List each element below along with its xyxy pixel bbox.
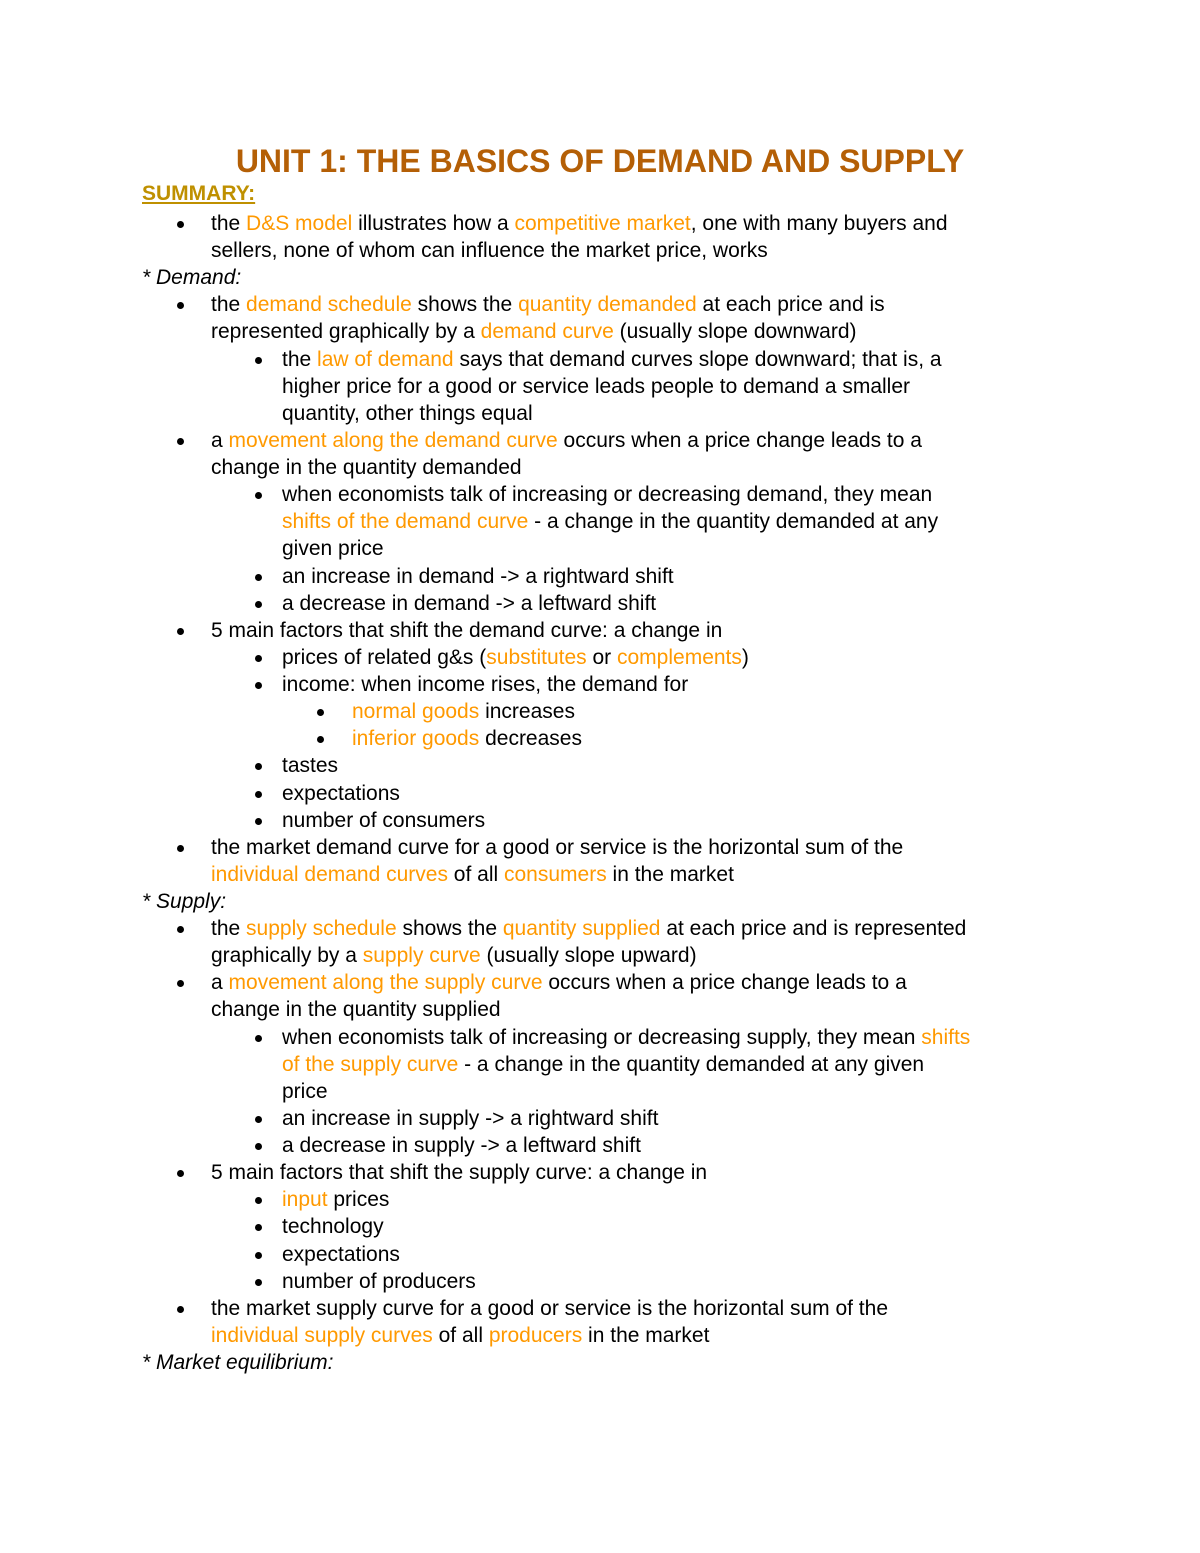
list-line bbox=[282, 508, 938, 535]
text-run: or bbox=[586, 645, 617, 669]
section-heading bbox=[142, 1349, 333, 1376]
bullet-icon bbox=[177, 221, 184, 228]
section-heading bbox=[142, 264, 241, 291]
text-run: a bbox=[211, 428, 229, 452]
text-run: of all bbox=[432, 1323, 489, 1347]
key-term: inferior goods bbox=[352, 727, 480, 751]
list-line bbox=[211, 318, 857, 345]
key-term: substitutes bbox=[486, 645, 587, 669]
list-line bbox=[282, 780, 400, 807]
bullet-icon bbox=[255, 1197, 262, 1204]
key-term: quantity demanded bbox=[518, 293, 697, 317]
list-line bbox=[282, 1078, 328, 1105]
list-line bbox=[211, 942, 697, 969]
text-run: at each price and is represented bbox=[660, 917, 967, 941]
list-line bbox=[282, 752, 338, 779]
list-line bbox=[282, 1213, 384, 1240]
bullet-icon bbox=[177, 845, 184, 852]
key-term: supply schedule bbox=[246, 917, 397, 941]
bullet-icon bbox=[255, 791, 262, 798]
key-term: D&S model bbox=[246, 212, 353, 235]
bullet-icon bbox=[177, 926, 184, 933]
text-run: decreases bbox=[479, 727, 582, 751]
bullet-icon bbox=[317, 709, 324, 716]
list-line bbox=[282, 644, 749, 671]
list-line bbox=[282, 373, 910, 400]
list-line bbox=[282, 1105, 658, 1132]
list-line bbox=[282, 1241, 400, 1268]
list-line bbox=[282, 535, 384, 562]
text-run: shows the bbox=[396, 917, 503, 941]
text-run: represented graphically by a bbox=[211, 320, 481, 344]
text-run: prices bbox=[327, 1188, 390, 1212]
text-run: increases bbox=[479, 700, 575, 724]
text-run: 5 main factors that shift the demand curve: a change in bbox=[211, 618, 723, 642]
bullet-icon bbox=[255, 601, 262, 608]
bullet-icon bbox=[317, 736, 324, 743]
list-line bbox=[211, 969, 907, 996]
key-term: of the supply curve bbox=[282, 1052, 459, 1076]
text-run: - a change in the quantity demanded at any given bbox=[458, 1052, 925, 1076]
bullet-icon bbox=[255, 1224, 262, 1231]
key-term: demand curve bbox=[480, 320, 614, 344]
text-run: * Demand: bbox=[142, 266, 242, 290]
key-term: movement along the demand curve bbox=[228, 428, 558, 452]
bullet-icon bbox=[255, 682, 262, 689]
text-run: when economists talk of increasing or decreasing demand, they mean bbox=[282, 483, 933, 507]
text-run: a decrease in demand -> a leftward shift bbox=[282, 591, 657, 615]
text-run: ) bbox=[741, 645, 749, 669]
list-line bbox=[211, 617, 722, 644]
list-line bbox=[282, 590, 656, 617]
key-term: normal goods bbox=[352, 700, 480, 724]
key-term: producers bbox=[488, 1323, 583, 1347]
list-line bbox=[211, 1295, 888, 1322]
text-run: the bbox=[211, 293, 247, 317]
text-run: occurs when a price change leads to a bbox=[542, 971, 907, 995]
text-run: the market supply curve for a good or service is the horizontal sum of the bbox=[211, 1296, 888, 1320]
text-run: says that demand curves slope downward; that is, a bbox=[453, 347, 942, 371]
list-line bbox=[211, 291, 885, 318]
key-term: demand schedule bbox=[246, 293, 412, 317]
text-run: 5 main factors that shift the supply curve: a change in bbox=[211, 1161, 708, 1185]
text-run: an increase in demand -> a rightward shift bbox=[282, 564, 674, 588]
list-line bbox=[282, 671, 688, 698]
text-run: prices of related g&s ( bbox=[282, 645, 487, 669]
key-term: movement along the supply curve bbox=[228, 971, 543, 995]
bullet-icon bbox=[177, 628, 184, 635]
text-run: in the market bbox=[582, 1323, 710, 1347]
list-line bbox=[211, 1159, 707, 1186]
bullet-icon bbox=[177, 980, 184, 987]
list-line bbox=[282, 346, 942, 373]
bullet-icon bbox=[255, 1035, 262, 1042]
bullet-icon bbox=[255, 1143, 262, 1150]
list-line bbox=[282, 1024, 970, 1051]
list-line bbox=[211, 210, 948, 237]
text-run: higher price for a good or service leads people to demand a smaller bbox=[282, 374, 911, 398]
text-run: the bbox=[211, 212, 247, 235]
list-line bbox=[211, 427, 922, 454]
list-line bbox=[282, 563, 674, 590]
key-term: consumers bbox=[504, 862, 607, 886]
list-line bbox=[352, 698, 575, 725]
text-run: the bbox=[282, 347, 318, 371]
key-term: supply curve bbox=[362, 944, 481, 968]
list-line bbox=[282, 1186, 389, 1213]
text-run: the market demand curve for a good or service is the horizontal sum of the bbox=[211, 835, 904, 859]
text-run: change in the quantity supplied bbox=[211, 998, 501, 1022]
text-run: expectations bbox=[282, 781, 400, 805]
section-heading bbox=[142, 888, 226, 915]
text-run: the bbox=[211, 917, 247, 941]
text-run: occurs when a price change leads to a bbox=[557, 428, 922, 452]
key-term: complements bbox=[617, 645, 742, 669]
text-run: tastes bbox=[282, 754, 339, 778]
text-run: number of producers bbox=[282, 1269, 476, 1293]
list-line bbox=[211, 996, 501, 1023]
bullet-icon bbox=[255, 818, 262, 825]
text-run: illustrates how a bbox=[352, 212, 515, 235]
list-line bbox=[282, 481, 932, 508]
text-run: (usually slope downward) bbox=[613, 320, 857, 344]
text-run: of all bbox=[447, 862, 504, 886]
bullet-icon bbox=[255, 1116, 262, 1123]
text-run: sellers, none of whom can influence the market price, works bbox=[211, 239, 768, 263]
text-run: shows the bbox=[411, 293, 519, 317]
summary-heading: SUMMARY: bbox=[142, 182, 256, 205]
bullet-icon bbox=[255, 655, 262, 662]
bullet-icon bbox=[255, 492, 262, 499]
key-term: shifts bbox=[921, 1025, 971, 1049]
text-run: at each price and is bbox=[696, 293, 885, 317]
bullet-icon bbox=[255, 574, 262, 581]
bullet-icon bbox=[255, 1279, 262, 1286]
key-term: shifts of the demand curve bbox=[282, 510, 529, 534]
key-term: competitive market bbox=[514, 212, 691, 235]
text-run: price bbox=[282, 1079, 328, 1103]
key-term: individual supply curves bbox=[211, 1323, 433, 1347]
text-run: number of consumers bbox=[282, 808, 486, 832]
bullet-icon bbox=[255, 1252, 262, 1259]
key-term: individual demand curves bbox=[211, 862, 448, 886]
list-line bbox=[211, 237, 768, 264]
text-run: * Supply: bbox=[142, 890, 227, 913]
text-run: a bbox=[211, 971, 229, 995]
text-run: in the market bbox=[606, 862, 734, 886]
bullet-icon bbox=[177, 438, 184, 445]
list-line bbox=[282, 1132, 641, 1159]
bullet-icon bbox=[255, 357, 262, 364]
list-line bbox=[282, 1268, 476, 1295]
list-line bbox=[282, 1051, 924, 1078]
text-run: * Market equilibrium: bbox=[142, 1351, 334, 1375]
text-run: graphically by a bbox=[211, 944, 363, 968]
bullet-icon bbox=[255, 763, 262, 770]
bullet-icon bbox=[177, 302, 184, 309]
list-line bbox=[211, 1322, 709, 1349]
text-run: an increase in supply -> a rightward shift bbox=[282, 1106, 659, 1130]
list-line bbox=[211, 861, 734, 888]
text-run: income: when income rises, the demand for bbox=[282, 673, 689, 697]
text-run: quantity, other things equal bbox=[282, 401, 533, 425]
bullet-icon bbox=[177, 1170, 184, 1177]
text-run: when economists talk of increasing or decreasing supply, they mean bbox=[282, 1025, 922, 1049]
text-run: (usually slope upward) bbox=[480, 944, 697, 968]
list-line bbox=[282, 807, 485, 834]
list-line bbox=[211, 834, 903, 861]
text-run: given price bbox=[282, 537, 384, 561]
list-line bbox=[211, 915, 966, 942]
text-run: a decrease in supply -> a leftward shift bbox=[282, 1134, 641, 1158]
text-run: technology bbox=[282, 1215, 384, 1239]
list-line bbox=[211, 454, 522, 481]
text-run: expectations bbox=[282, 1242, 400, 1266]
key-term: quantity supplied bbox=[502, 917, 661, 941]
key-term: law of demand bbox=[317, 347, 454, 371]
page-title: UNIT 1: THE BASICS OF DEMAND AND SUPPLY bbox=[235, 143, 965, 179]
bullet-icon bbox=[177, 1306, 184, 1313]
text-run: change in the quantity demanded bbox=[211, 456, 522, 480]
text-run: - a change in the quantity demanded at any bbox=[528, 510, 939, 534]
text-run: , one with many buyers and bbox=[690, 212, 948, 235]
list-line bbox=[282, 400, 533, 427]
list-line bbox=[352, 725, 582, 752]
key-term: input bbox=[282, 1188, 328, 1212]
